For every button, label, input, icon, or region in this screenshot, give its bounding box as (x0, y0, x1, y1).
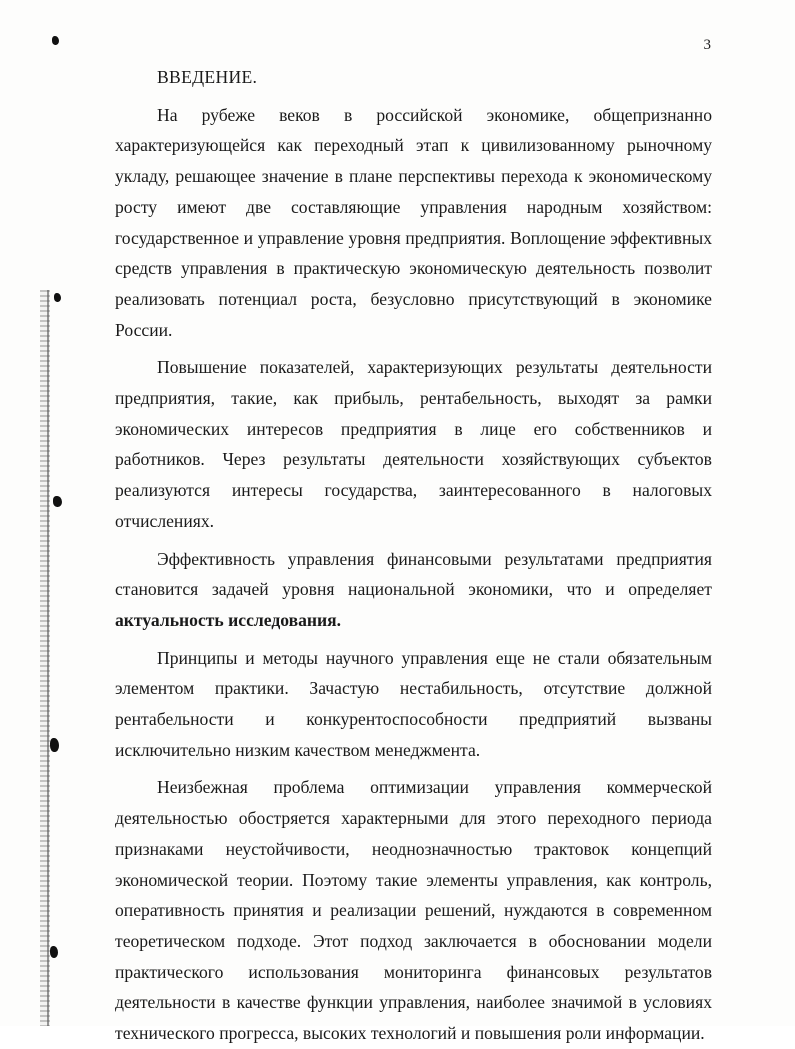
paragraph-5: Неизбежная проблема оптимизации управления коммерческой деятельностью обостряется характерными для этого переходного периода признаками неустойчивости, неоднозначностью трактовок концепций экономической теории. Поэтому такие элементы управления, как контроль, оперативность принятия и реализации решений, нуждаются в современном теоретическом подходе. Этот подход заключается в обосновании модели практического использования мониторинга финансовых результатов деятельности в качестве функции управления, наиболее значимой в условиях технического прогресса, высоких технологий и повышения роли информации. (115, 777, 712, 1044)
document-body (115, 62, 712, 1049)
punch-hole-mark (54, 293, 61, 302)
paragraph-3 (115, 544, 712, 636)
section-heading: ВВЕДЕНИЕ. (157, 67, 258, 87)
punch-hole-mark (52, 36, 59, 45)
paragraph-3-emphasis: актуальность исследования. (115, 609, 342, 630)
punch-hole-mark (50, 946, 58, 958)
punch-hole-mark (53, 496, 62, 507)
paragraph-3-text: Эффективность управления финансовыми результатами предприятия становится задачей уровня национальной экономики, что и определяет (115, 548, 712, 600)
page-number: 3 (703, 37, 711, 53)
paragraph-1: На рубеже веков в российской экономике, общепризнанно характеризующейся как переходный этап к цивилизованному рыночному укладу, решающее значение в плане перспективы перехода к экономическому росту имеют две составляющие управления народным хозяйством: государственное и управление уровня предприятия. Воплощение эффективных средств управления в практическую экономическую деятельность позволит реализовать потенциал роста, безусловно присутствующий в экономике России. (115, 104, 712, 340)
paragraph-4: Принципы и методы научного управления еще не стали обязательным элементом практики. Зачастую нестабильность, отсутствие должной рентабельности и конкурентоспособности предприятий вызваны исключительно низким качеством менеджмента. (115, 647, 712, 760)
binding-line-artifact (47, 290, 49, 1026)
paragraph-2: Повышение показателей, характеризующих результаты деятельности предприятия, такие, как прибыль, рентабельность, выходят за рамки экономических интересов предприятия в лице его собственников и работников. Через результаты деятельности хозяйствующих субъектов реализуются интересы государства, заинтересованного в налоговых отчислениях. (115, 357, 712, 531)
punch-hole-mark (50, 738, 59, 752)
